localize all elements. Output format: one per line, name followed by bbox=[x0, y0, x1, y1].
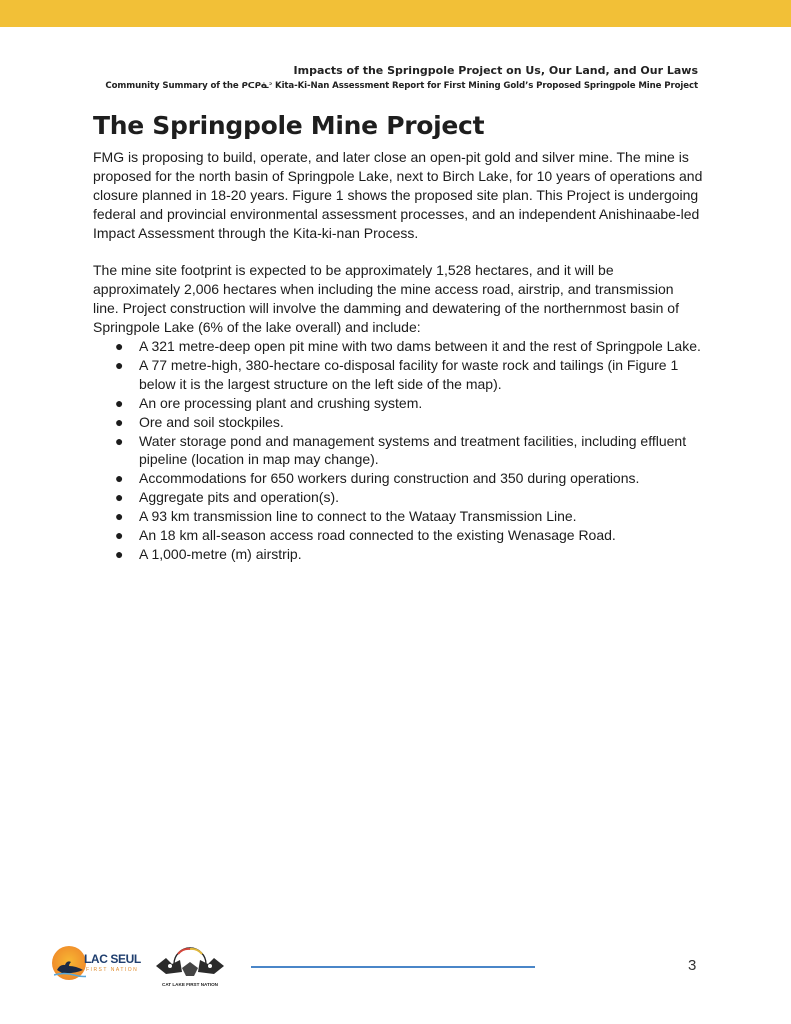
list-item bbox=[93, 507, 703, 526]
top-accent-bar bbox=[0, 0, 791, 27]
bullet-icon: ● bbox=[115, 432, 124, 449]
list-item bbox=[93, 545, 703, 564]
list-item-text: An ore processing plant and crushing system. bbox=[139, 394, 423, 411]
paragraph-1: FMG is proposing to build, operate, and later close an open-pit gold and silver mine. The mine is proposed for the north basin of Springpole Lake, next to Birch Lake, for 10 years of operations and closure planned in 18-20 years. Figure 1 shows the proposed site plan. This Project is undergoing federal and provincial environmental assessment processes, and an independent Anishinaabe-led Impact Assessment through the Kita-ki-nan Process. bbox=[93, 149, 703, 241]
list-item bbox=[93, 356, 703, 394]
list-item-text: Water storage pond and management systems and treatment facilities, including effluent pipeline (location in map may change). bbox=[139, 432, 687, 468]
project-components-list bbox=[93, 337, 703, 564]
list-item-text: A 77 metre-high, 380-hectare co-disposal facility for waste rock and tailings (in Figure 1 below it is the largest structure on the left side of the map). bbox=[139, 356, 679, 392]
header-subtitle: Community Summary of the ᑭᑕᑭᓈᐣ Kita-Ki-Nan Assessment Report for First Mining Gold’s Proposed Springpole Mine Project bbox=[105, 81, 698, 91]
cat-lake-caption: CAT LAKE FIRST NATION bbox=[162, 982, 218, 987]
list-item bbox=[93, 432, 703, 470]
section-title: The Springpole Mine Project bbox=[93, 111, 485, 140]
list-item bbox=[93, 394, 703, 413]
bullet-icon: ● bbox=[115, 508, 124, 525]
cat-lake-emblem-icon bbox=[152, 944, 228, 982]
list-item-text: A 93 km transmission line to connect to the Wataay Transmission Line. bbox=[139, 508, 577, 525]
bullet-icon: ● bbox=[115, 413, 124, 430]
list-item bbox=[93, 526, 703, 545]
page-number: 3 bbox=[688, 957, 697, 974]
bullet-icon: ● bbox=[115, 356, 124, 373]
section-body bbox=[93, 148, 703, 564]
list-item bbox=[93, 469, 703, 488]
loon-icon bbox=[54, 956, 86, 978]
lac-seul-subtitle: FIRST NATION bbox=[86, 967, 139, 973]
list-item-text: Aggregate pits and operation(s). bbox=[139, 489, 340, 506]
bullet-icon: ● bbox=[115, 394, 124, 411]
bullet-icon: ● bbox=[115, 527, 124, 544]
list-item-text: A 321 metre-deep open pit mine with two dams between it and the rest of Springpole Lake. bbox=[139, 338, 701, 355]
header-title: Impacts of the Springpole Project on Us, Our Land, and Our Laws bbox=[293, 64, 698, 77]
cat-lake-logo bbox=[152, 944, 228, 992]
list-item-text: Ore and soil stockpiles. bbox=[139, 413, 284, 430]
footer-divider bbox=[251, 966, 535, 968]
list-item-text: A 1,000-metre (m) airstrip. bbox=[139, 546, 302, 563]
lac-seul-logo bbox=[50, 946, 141, 988]
list-item bbox=[93, 337, 703, 356]
list-item bbox=[93, 413, 703, 432]
lac-seul-name: LAC SEUL bbox=[84, 952, 141, 966]
bullet-icon: ● bbox=[115, 489, 124, 506]
list-item-text: An 18 km all-season access road connected to the existing Wenasage Road. bbox=[139, 527, 616, 544]
bullet-icon: ● bbox=[115, 470, 124, 487]
bullet-icon: ● bbox=[115, 338, 124, 355]
bullet-icon: ● bbox=[115, 546, 124, 563]
list-item bbox=[93, 488, 703, 507]
list-item-text: Accommodations for 650 workers during construction and 350 during operations. bbox=[139, 470, 640, 487]
paragraph-2: The mine site footprint is expected to be approximately 1,528 hectares, and it will be approximately 2,006 hectares when including the mine access road, airstrip, and transmission line. Project construction will involve the damming and dewatering of the northernmost basin of Springpole Lake (6% of the lake overall) and include: bbox=[93, 262, 679, 336]
running-header bbox=[105, 64, 698, 93]
